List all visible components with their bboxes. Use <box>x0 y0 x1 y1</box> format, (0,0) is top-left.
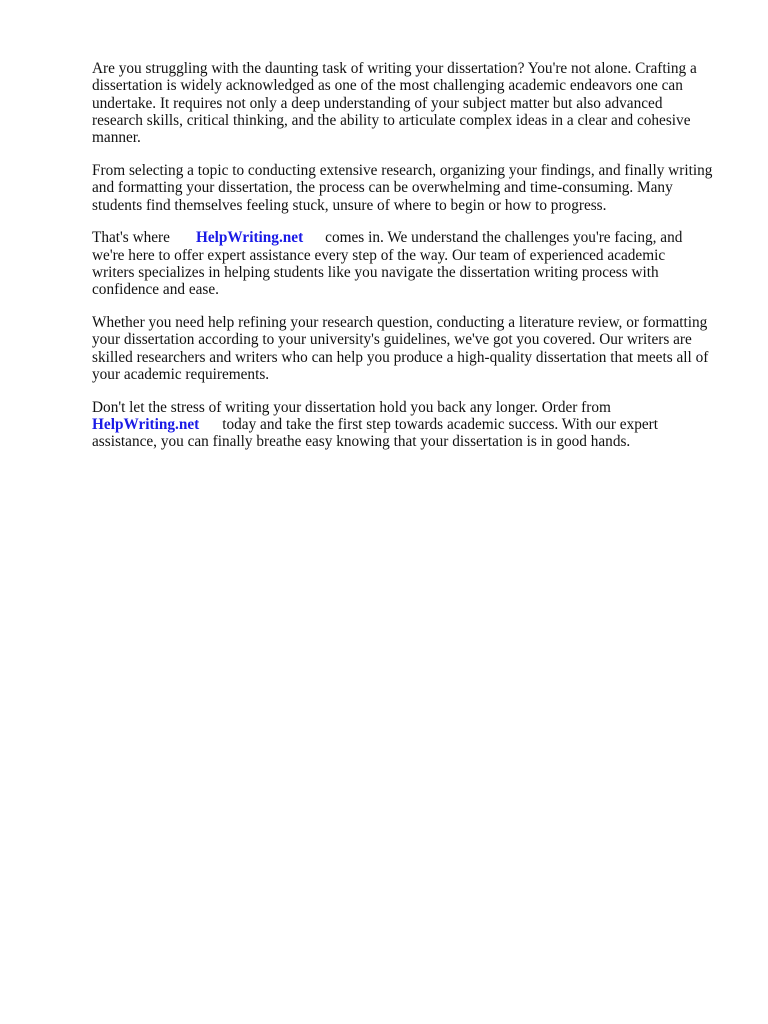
helpwriting-link[interactable]: HelpWriting.net <box>92 416 200 434</box>
paragraph-help <box>92 314 732 383</box>
text-line: Don't let the stress of writing your dissertation hold you back any longer. Order from <box>92 398 611 416</box>
text-line: writers specializes in helping students like you navigate the dissertation writing process with <box>92 263 659 281</box>
text-line: assistance, you can finally breathe easy knowing that your dissertation is in good hands. <box>92 433 631 451</box>
text-line: confidence and ease. <box>92 281 219 299</box>
text-line: dissertation is widely acknowledged as one of the most challenging academic endeavors one can <box>92 77 683 95</box>
text-fragment: comes in. We understand the challenges you're facing, and <box>325 229 683 247</box>
document-body <box>92 60 732 466</box>
paragraph-service <box>92 229 732 298</box>
text-line-with-link <box>92 416 732 433</box>
paragraph-process <box>92 162 732 214</box>
text-fragment: today and take the first step towards academic success. With our expert <box>222 416 659 434</box>
text-line: your dissertation according to your university's guidelines, we've got you covered. Our writers are <box>92 331 692 349</box>
paragraph-call-to-action <box>92 399 732 451</box>
text-fragment: That's where <box>92 229 170 247</box>
text-line: we're here to offer expert assistance every step of the way. Our team of experienced academic <box>92 246 666 264</box>
text-line: From selecting a topic to conducting extensive research, organizing your findings, and finally writing <box>92 161 713 179</box>
text-line: Whether you need help refining your research question, conducting a literature review, or formatting <box>92 314 708 332</box>
text-line: skilled researchers and writers who can help you produce a high-quality dissertation that meets all of <box>92 348 709 366</box>
text-line: Are you struggling with the daunting task of writing your dissertation? You're not alone. Crafting a <box>92 60 697 77</box>
paragraph-intro <box>92 60 732 146</box>
text-line: undertake. It requires not only a deep understanding of your subject matter but also advanced <box>92 94 663 112</box>
text-line: your academic requirements. <box>92 365 270 383</box>
text-line: manner. <box>92 129 141 147</box>
helpwriting-link[interactable]: HelpWriting.net <box>195 229 304 247</box>
text-line: students find themselves feeling stuck, unsure of where to begin or how to progress. <box>92 196 607 214</box>
text-line-with-link <box>92 229 732 246</box>
text-line: and formatting your dissertation, the process can be overwhelming and time-consuming. Many <box>92 179 673 197</box>
text-line: research skills, critical thinking, and the ability to articulate complex ideas in a clear and cohesive <box>92 111 691 129</box>
